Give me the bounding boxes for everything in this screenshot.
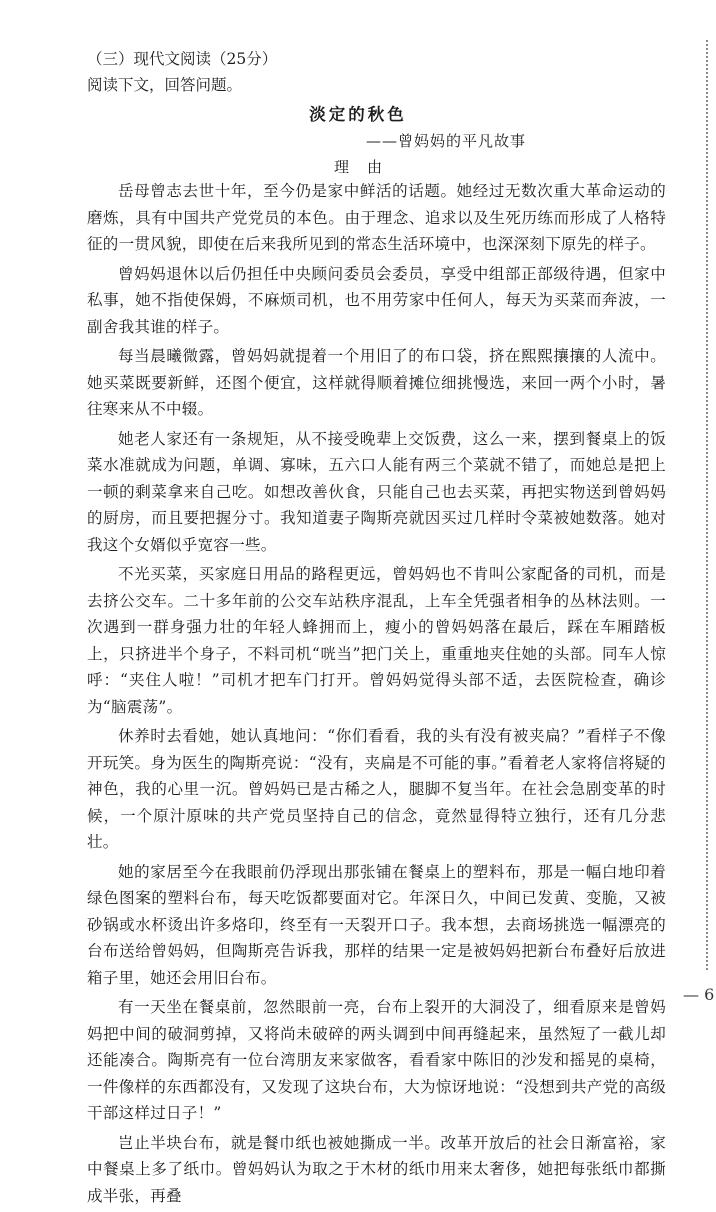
section-header [87, 46, 687, 98]
article-author: 理由 [333, 158, 400, 176]
paragraph: 有一天坐在餐桌前，忽然眼前一亮，台布上裂开的大洞没了，细看原来是曾妈妈把中间的破洞剪掉，又将尚未破碎的两头调到中间再缝起来，虽然短了一截儿却还能凑合。陶斯亮有一位台湾朋友来家做客，看看家中陈旧的沙发和摇晃的桌椅，一件像样的东西都没有，又发现了这块台布，大为惊讶地说：“没想到共产党的高级干部这样过日子！” [87, 998, 666, 1122]
page-number: — 6 [683, 985, 715, 1004]
article-body [87, 178, 666, 1212]
paragraph: 每当晨曦微露，曾妈妈就提着一个用旧了的布口袋，挤在熙熙攘攘的人流中。她买菜既要新鲜，还图个便宜，这样就得顺着摊位细挑慢选，来回一两个小时，暑往寒来从不中辍。 [87, 347, 666, 418]
paragraph: 曾妈妈退休以后仍担任中央顾问委员会委员，享受中组部正部级待遇，但家中私事，她不指使保姆，不麻烦司机，也不用劳家中任何人，每天为买菜而奔波，一副舍我其谁的样子。 [87, 264, 666, 336]
paragraph: 岂止半块台布，就是餐巾纸也被她撕成一半。改革开放后的社会日渐富裕，家中餐桌上多了纸巾。曾妈妈认为取之于木材的纸巾用来太奢侈，她把每张纸巾都撕成半张，再叠 [87, 1133, 666, 1205]
paragraph: 她老人家还有一条规矩，从不接受晚辈上交饭费，这么一来，摆到餐桌上的饭菜水准就成为问题，单调、寡味，五六口人能有两三个菜就不错了，而她总是把上一顿的剩菜拿来自己吃。如想改善伙食，只能自己也去买菜，再把实物送到曾妈妈的厨房，而且要把握分寸。我知道妻子陶斯亮就因买过几样时令菜被她数落。她对我这个女婿似乎宽容一些。 [87, 429, 666, 554]
paragraph: 她的家居至今在我眼前仍浮现出那张铺在餐桌上的塑料布，那是一幅白地印着绿色图案的塑料台布，每天吃饭都要面对它。年深日久，中间已发黄、变脆，又被砂锅或水杯烫出许多烙印，终至有一天裂开口子。我本想，去商场挑选一幅漂亮的台布送给曾妈妈，但陶斯亮告诉我，那样的结果一定是被妈妈把新台布叠好后放进箱子里，她还会用旧台布。 [87, 862, 666, 987]
paragraph: 不光买菜，买家庭日用品的路程更远，曾妈妈也不肯叫公家配备的司机，而是去挤公交车。二十多年前的公交车站秩序混乱，上车全凭强者相争的丛林法则。一次遇到一群身强力壮的年轻人蜂拥而上，瘦小的曾妈妈落在最后，踩在车厢踏板上，只挤进半个身子，不料司机“咣当”把门关上，重重地夹住她的头部。同车人惊呼：“夹住人啦！”司机才把车门打开。曾妈妈觉得头部不适，去医院检查，确诊为“脑震荡”。 [87, 565, 666, 716]
paragraph: 休养时去看她，她认真地问：“你们看看，我的头有没有被夹扁？”看样子不像开玩笑。身为医生的陶斯亮说：“没有，夹扁是不可能的事。”看着老人家将信将疑的神色，我的心里一沉。曾妈妈已是古稀之人，腿脚不复当年。在社会急剧变革的时候，一个原汁原味的共产党员坚持自己的信念，竟然显得特立独行，还有几分悲壮。 [87, 727, 666, 851]
reading-instruction: 阅读下文，回答问题。 [87, 76, 243, 94]
article-title: 淡定的秋色 [309, 105, 407, 124]
binding-cut-line [706, 40, 708, 970]
section-heading: （三）现代文阅读（25分） [87, 50, 278, 68]
article-subtitle: ——曾妈妈的平凡故事 [365, 132, 526, 150]
paragraph: 岳母曾志去世十年，至今仍是家中鲜活的话题。她经过无数次重大革命运动的磨炼，具有中国共产党党员的本色。由于理念、追求以及生死历练而形成了人格特征的一贯风貌，即使在后来我所见到的常态生活环境中，也深深刻下原先的样子。 [87, 182, 666, 253]
